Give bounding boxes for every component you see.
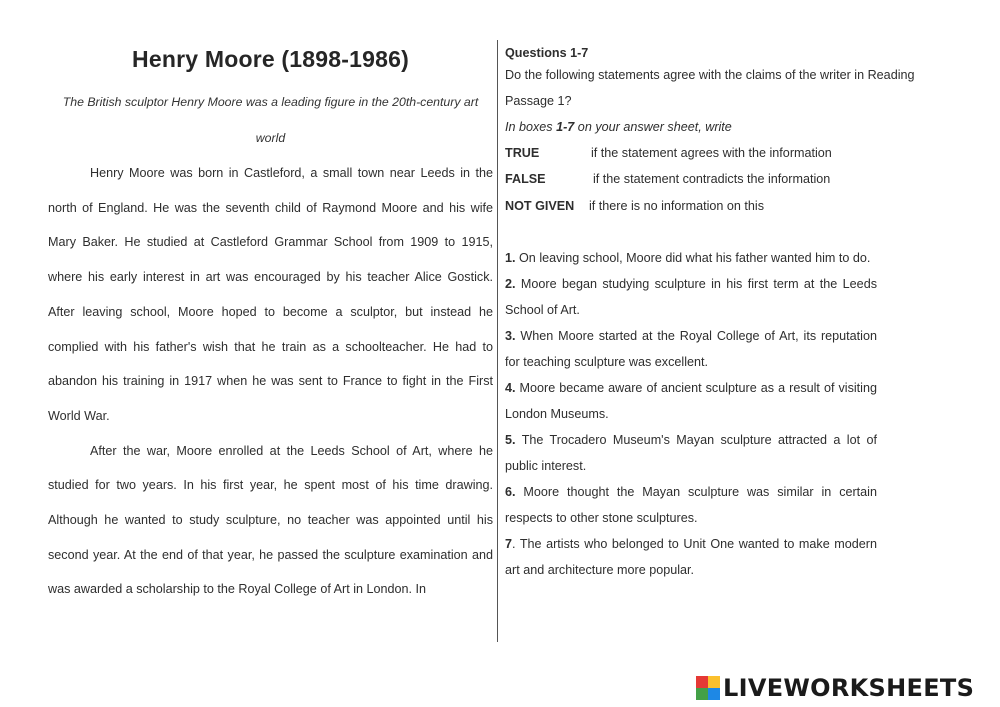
column-divider <box>497 40 498 642</box>
liveworksheets-logo <box>696 675 974 701</box>
passage-paragraph-1: Henry Moore was born in Castleford, a small town near Leeds in the north of England. He was the seventh child of Raymond Moore and his wife Mary Baker. He studied at Castleford Grammar School from 1909 to 1915, where his early interest in art was encouraged by his teacher Alice Gostick. After leaving school, Moore hoped to become a sculptor, but instead he complied with his father's wish that he train as a schoolteacher. He had to abandon his training in 1917 when he was sent to France to fight in the First World War. <box>48 166 493 423</box>
key-row-not-given <box>505 193 950 219</box>
boxes-prefix: In boxes <box>505 120 557 134</box>
question-number: 7 <box>505 536 513 551</box>
questions-heading: Questions 1-7 <box>505 46 589 60</box>
key-row-false <box>505 166 950 192</box>
question-text: Moore began studying sculpture in his first term at the Leeds School of Art. <box>505 276 877 317</box>
logo-square-blue <box>708 688 720 700</box>
instruction-line-1: Do the following statements agree with the claims of the writer in Reading <box>505 68 915 82</box>
reading-passage <box>48 40 493 607</box>
liveworksheets-logo-icon <box>696 676 720 700</box>
key-row-true <box>505 140 950 166</box>
key-term-true: TRUE <box>505 146 540 160</box>
logo-square-green <box>696 688 708 700</box>
question-item-5 <box>505 427 877 479</box>
question-item-1 <box>505 245 877 271</box>
question-item-6 <box>505 479 877 531</box>
subtitle-line-1: The British sculptor Henry Moore was a leading figure in the 20th-century art <box>62 95 479 109</box>
question-number: 5. <box>505 432 516 447</box>
question-text: On leaving school, Moore did what his father wanted him to do. <box>515 250 871 265</box>
questions-section <box>505 44 950 583</box>
question-number: 3. <box>505 328 516 343</box>
question-text: When Moore started at the Royal College of Art, its reputation for teaching sculpture was excellent. <box>505 328 877 369</box>
boxes-suffix: on your answer sheet, write <box>574 120 732 134</box>
question-number: 4. <box>505 380 516 395</box>
question-number: 2. <box>505 276 516 291</box>
passage-subtitle <box>48 84 493 156</box>
logo-square-red <box>696 676 708 688</box>
question-text: . The artists who belonged to Unit One wanted to make modern art and architecture more popular. <box>505 536 877 577</box>
answer-sheet-instruction <box>505 114 950 140</box>
question-item-3 <box>505 323 877 375</box>
question-item-7 <box>505 531 877 583</box>
question-number: 1. <box>505 250 516 265</box>
question-text: Moore thought the Mayan sculpture was similar in certain respects to other stone sculptures. <box>505 484 877 525</box>
question-item-2 <box>505 271 877 323</box>
subtitle-line-2: world <box>255 131 286 145</box>
key-meaning-not-given: if there is no information on this <box>589 198 765 213</box>
key-term-not-given: NOT GIVEN <box>505 198 575 213</box>
key-meaning-false: if the statement contradicts the information <box>593 172 831 187</box>
instruction-line-2: Passage 1? <box>505 94 572 108</box>
boxes-range: 1-7 <box>556 120 575 134</box>
question-list <box>505 245 877 583</box>
key-term-false: FALSE <box>505 172 546 187</box>
question-number: 6. <box>505 484 516 499</box>
passage-title: Henry Moore (1898-1986) <box>132 46 409 72</box>
logo-square-yellow <box>708 676 720 688</box>
question-item-4 <box>505 375 877 427</box>
logo-text: LIVEWORKSHEETS <box>723 674 975 702</box>
key-meaning-true: if the statement agrees with the information <box>591 146 832 160</box>
question-text: Moore became aware of ancient sculpture as a result of visiting London Museums. <box>505 380 877 421</box>
question-text: The Trocadero Museum's Mayan sculpture attracted a lot of public interest. <box>505 432 877 473</box>
passage-paragraph-2: After the war, Moore enrolled at the Leeds School of Art, where he studied for two years. In his first year, he spent most of his time drawing. Although he wanted to study sculpture, no teacher was appointed until his second year. At the end of that year, he passed the sculpture examination and was awarded a scholarship to the Royal College of Art in London. In <box>48 443 493 597</box>
